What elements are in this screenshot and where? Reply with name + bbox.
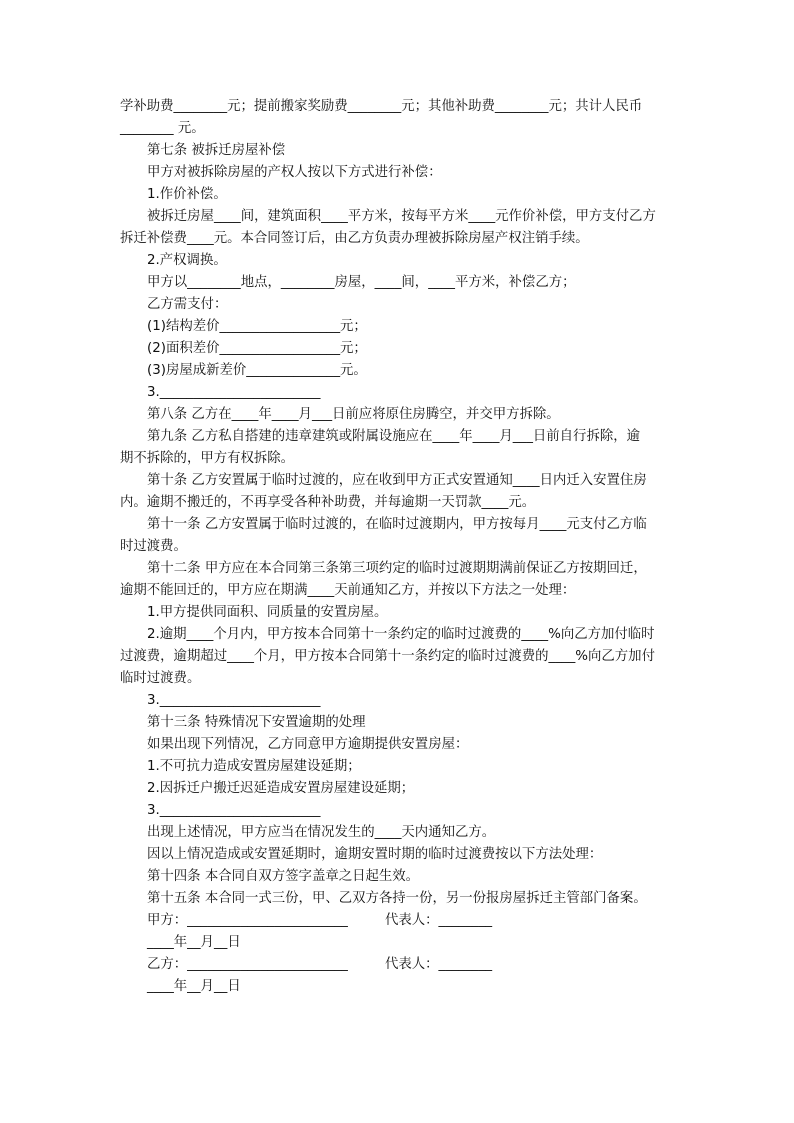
- paragraph-line: 因以上情况造成或安置延期时，逾期安置时期的临时过渡费按以下方法处理：: [147, 847, 603, 862]
- list-item: 3.________________________: [147, 385, 321, 400]
- paragraph-line: ________ 元。: [120, 121, 205, 136]
- article-13-heading: 第十三条 特殊情况下安置逾期的处理: [147, 715, 366, 730]
- paragraph-line: 乙方需支付：: [147, 297, 228, 312]
- list-item: 2.逾期____个月内，甲方按本合同第十一条约定的临时过渡费的____%向乙方加付临时: [147, 627, 655, 642]
- party-b-representative: 代表人：________: [385, 957, 493, 972]
- article-14: 第十四条 本合同自双方签字盖章之日起生效。: [147, 869, 420, 884]
- paragraph-line: 内。逾期不搬迁的，不再享受各种补助费，并每逾期一天罚款____元。: [120, 495, 536, 510]
- article-11: 第十一条 乙方安置属于临时过渡的，在临时过渡期内，甲方按每月____元支付乙方临: [147, 517, 647, 532]
- list-item: (1)结构差价__________________元；: [147, 319, 367, 334]
- party-a-date: ____年__月__日: [147, 935, 241, 950]
- paragraph-line: 被拆迁房屋____间，建筑面积____平方米，按每平方米____元作价补偿，甲方支付乙方: [147, 209, 656, 224]
- paragraph-line: 甲方对被拆除房屋的产权人按以下方式进行补偿：: [147, 165, 442, 180]
- list-item: 1.不可抗力造成安置房屋建设延期；: [147, 759, 361, 774]
- article-15: 第十五条 本合同一式三份，甲、乙双方各持一份，另一份报房屋拆迁主管部门备案。: [147, 891, 647, 906]
- party-a-signature: 甲方：________________________: [147, 913, 348, 928]
- list-item: 2.因拆迁户搬迁迟延造成安置房屋建设延期；: [147, 781, 415, 796]
- paragraph-line: 如果出现下列情况，乙方同意甲方逾期提供安置房屋：: [147, 737, 469, 752]
- paragraph-line: 期不拆除的，甲方有权拆除。: [120, 451, 295, 466]
- article-12: 第十二条 甲方应在本合同第三条第三项约定的临时过渡期期满前保证乙方按期回迁，: [147, 561, 647, 576]
- paragraph-line: 过渡费，逾期超过____个月，甲方按本合同第十一条约定的临时过渡费的____%向乙方加付: [120, 649, 655, 664]
- list-item: 1.甲方提供同面积、同质量的安置房屋。: [147, 605, 388, 620]
- list-item: (3)房屋成新差价______________元。: [147, 363, 367, 378]
- party-a-representative: 代表人：________: [385, 913, 493, 928]
- list-item: (2)面积差价__________________元；: [147, 341, 367, 356]
- paragraph-line: 拆迁补偿费____元。本合同签订后，由乙方负责办理被拆除房屋产权注销手续。: [120, 231, 589, 246]
- paragraph-line: 学补助费________元；提前搬家奖励费________元；其他补助费________元；共计人民币: [120, 99, 643, 114]
- paragraph-line: 临时过渡费。: [120, 671, 201, 686]
- article-10: 第十条 乙方安置属于临时过渡的，应在收到甲方正式安置通知____日内迁入安置住房: [147, 473, 647, 488]
- list-item: 3.________________________: [147, 803, 321, 818]
- article-9: 第九条 乙方私自搭建的违章建筑或附属设施应在____年____月___日前自行拆除，逾: [147, 429, 641, 444]
- paragraph-line: 甲方以________地点，________房屋，____间，____平方米，补偿乙方；: [147, 275, 576, 290]
- article-7-heading: 第七条 被拆迁房屋补偿: [147, 143, 286, 158]
- paragraph-line: 出现上述情况，甲方应当在情况发生的____天内通知乙方。: [147, 825, 496, 840]
- list-item: 3.________________________: [147, 693, 321, 708]
- paragraph-line: 逾期不能回迁的，甲方应在期满____天前通知乙方，并按以下方法之一处理：: [120, 583, 576, 598]
- party-b-date: ____年__月__日: [147, 979, 241, 994]
- party-b-signature: 乙方：________________________: [147, 957, 348, 972]
- list-item: 2.产权调换。: [147, 253, 227, 268]
- paragraph-line: 时过渡费。: [120, 539, 187, 554]
- article-8: 第八条 乙方在____年____月___日前应将原住房腾空，并交甲方拆除。: [147, 407, 560, 422]
- list-item: 1.作价补偿。: [147, 187, 227, 202]
